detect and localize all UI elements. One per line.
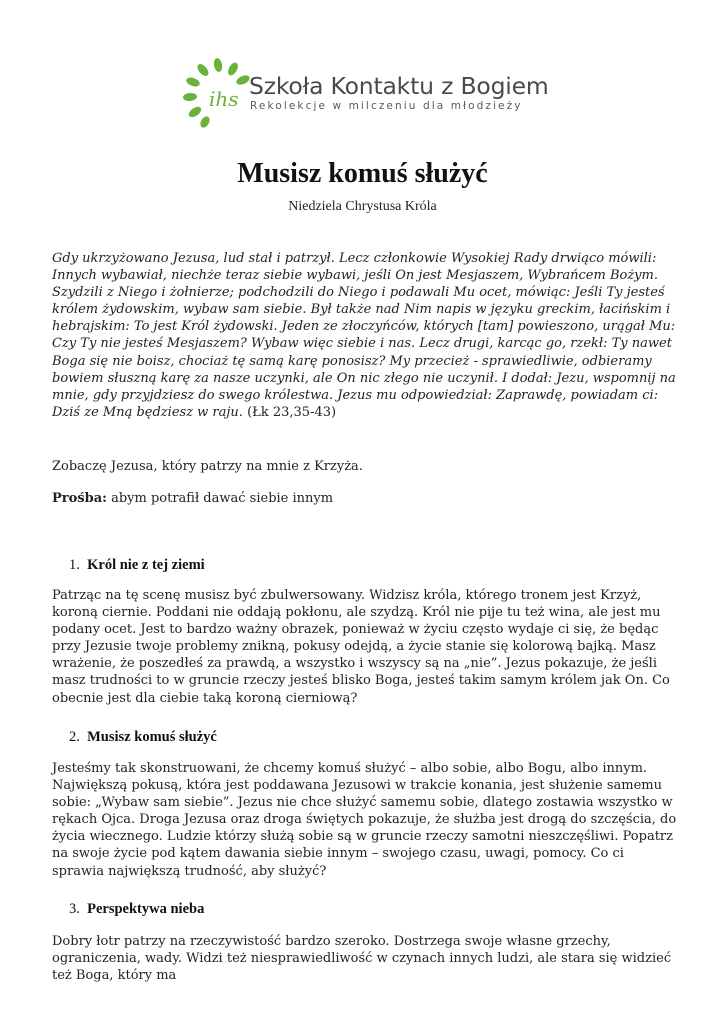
quote-text: Gdy ukrzyżowano Jezusa, lud stał i patrzył. Lecz członkowie Wysokiej Rady drwiąco mówili: Innych wybawiał, niechże teraz siebie wybawi, jeśli On jest Mesjaszem, Wybrańcem Bożym. Szydzili z Niego i żołnierze; podchodzili do Niego i podawali Mu ocet, mówiąc: Jeśli Ty jesteś królem żydowskim, wybaw sam siebie. Był także nad Nim napis w języku greckim, łacińskim i hebrajskim: To jest Król żydowski. Jeden ze złoczyńców, których [tam] powieszono, urągał Mu: Czy Ty nie jesteś Mesjaszem? Wybaw więc siebie i nas. Lecz drugi, karcąc go, rzekł: Ty nawet Boga się nie boisz, chociaż tę samą karę ponosisz? My przecież - sprawiedliwie, odbieramy bowiem słuszną karę za nasze uczynki, ale On nic złego nie uczynił. I dodał: Jezu, wspomnij na mnie, gdy przyjdziesz do swego królestwa. Jezus mu odpowiedział: Zaprawdę, powiadam ci: Dziś ze Mną będziesz w raju.	[52, 251, 676, 420]
ihs-mark: ihs	[209, 87, 239, 111]
logo	[183, 58, 549, 128]
section-2-title: Musisz komuś służyć	[87, 729, 217, 745]
section-1-title: Król nie z tej ziemi	[87, 557, 205, 573]
section-1-number: 1.	[69, 557, 80, 573]
section-2-body: Jesteśmy tak skonstruowani, że chcemy komuś służyć – albo sobie, albo Bogu, albo innym. Największą pokusą, która jest poddawana Jezusowi w trakcie konania, jest służenie samemu sobie: „Wybaw sam siebie”. Jezus nie chce służyć samemu sobie, dlatego zostawia wszystko w rękach Ojca. Droga Jezusa oraz droga świętych pokazuje, że służba jest drogą do szczęścia, do życia wiecznego. Ludzie którzy służą sobie są w gruncie rzeczy samotni nieszczęśliwi. Popatrz na swoje życie pod kątem dawania siebie innym – swojego czasu, uwagi, pomocy. Co ci sprawia największą trudność, aby służyć?	[52, 761, 677, 879]
section-3-heading	[69, 901, 204, 918]
section-1-heading	[69, 557, 205, 574]
prosba-paragraph	[52, 490, 677, 507]
sun-logo-icon	[183, 58, 253, 128]
intro-paragraph: Zobaczę Jezusa, który patrzy na mnie z Krzyża.	[52, 459, 363, 474]
prosba-label: Prośba:	[52, 491, 107, 506]
section-1-body: Patrząc na tę scenę musisz być zbulwersowany. Widzisz króla, którego tronem jest Krzyż, koroną ciernie. Poddani nie oddają pokłonu, ale szydzą. Król nie pije tu też wina, ale jest mu podany ocet. Jest to bardzo ważny obrazek, ponieważ w życiu często wydaje ci się, że będąc przy Jezusie twoje problemy znikną, pokusy odejdą, a życie stanie się kolorową bajką. Masz wrażenie, że poszedłeś za prawdą, a wszystko i wszyscy są na „nie”. Jezus pokazuje, że jeśli masz trudności to w gruncie rzeczy jesteś blisko Boga, jesteś takim samym królem jak On. Co obecnie jest dla ciebie taką koroną cierniową?	[52, 588, 670, 706]
logo-subtitle: Rekolekcje w milczeniu dla młodzieży	[250, 100, 523, 112]
page-subtitle: Niedziela Chrystusa Króla	[288, 199, 437, 214]
section-3-body: Dobry łotr patrzy na rzeczywistość bardzo szeroko. Dostrzega swoje własne grzechy, ograniczenia, wady. Widzi też niesprawiedliwość w czynach innych ludzi, ale stara się widzieć też Boga, który ma	[52, 934, 672, 984]
gospel-quote	[52, 250, 677, 421]
section-2-number: 2.	[69, 729, 80, 745]
section-3-title: Perspektywa nieba	[87, 901, 205, 917]
page-title: Musisz komuś służyć	[237, 158, 488, 189]
prosba-text: abym potrafił dawać siebie innym	[111, 491, 334, 506]
quote-reference: (Łk 23,35-43)	[247, 404, 337, 420]
section-2-heading	[69, 729, 217, 746]
section-3-number: 3.	[69, 901, 80, 917]
logo-title: Szkoła Kontaktu z Bogiem	[249, 72, 549, 100]
